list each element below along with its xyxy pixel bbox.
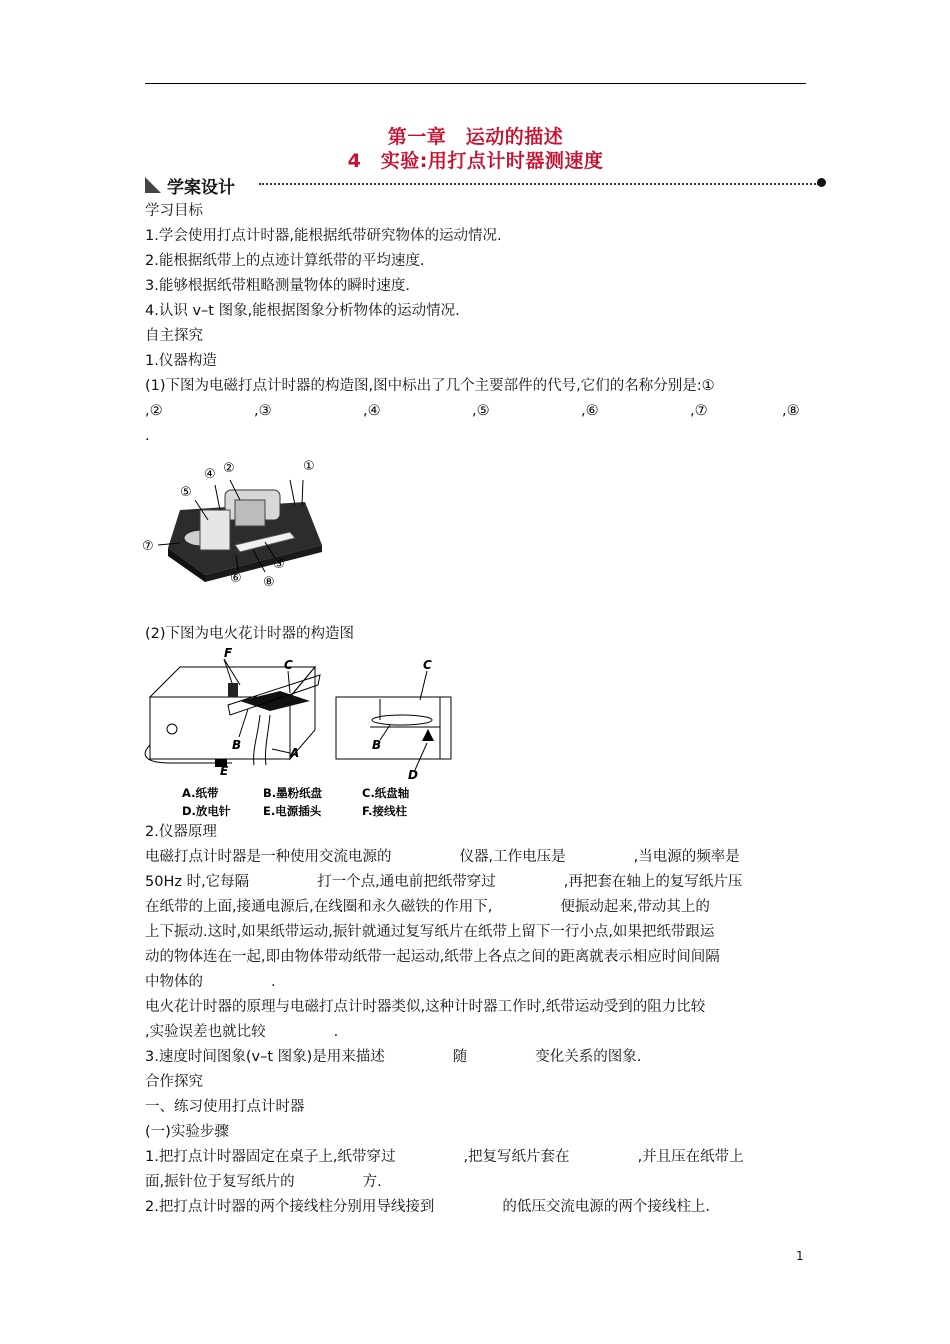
section-label: 学案设计 xyxy=(167,178,235,198)
section-end-dot-icon xyxy=(817,178,826,187)
blank-mark-4: ,④ xyxy=(363,403,381,419)
fig2-legend-F: F.接线柱 xyxy=(362,804,408,818)
blank-mark-3: ,③ xyxy=(254,403,272,419)
fig2-letter-F: F xyxy=(224,646,233,660)
blank-mark-8: ,⑧ xyxy=(782,403,800,419)
principle-text: 便振动起来,带动其上的 xyxy=(560,899,710,915)
section-dotted-rule xyxy=(259,183,819,186)
question-1-end: . xyxy=(145,428,150,444)
fig2-letter-A: A xyxy=(290,746,300,760)
step-text: 1.把打点计时器固定在桌子上,纸带穿过 xyxy=(145,1149,396,1165)
page-number: 1 xyxy=(796,1249,804,1263)
section-triangle-icon xyxy=(145,177,161,193)
fig2-letter-B: B xyxy=(232,738,242,752)
principle-line-6 xyxy=(145,972,276,992)
sub-heading-principle: 2.仪器原理 xyxy=(145,824,217,840)
step-text: 面,振针位于复写纸片的 xyxy=(145,1174,295,1190)
blank-mark-6: ,⑥ xyxy=(581,403,599,419)
principle-line-1 xyxy=(145,847,740,867)
lesson-title: 4 实验:用打点计时器测速度 xyxy=(347,150,604,172)
principle-text: 仪器,工作电压是 xyxy=(459,849,566,865)
principle-text: 50Hz 时,它每隔 xyxy=(145,874,250,890)
principle-line-3 xyxy=(145,897,710,917)
fig1-label-4: ④ xyxy=(204,467,216,482)
fig2-letter-E: E xyxy=(220,764,229,778)
goal-item: 1.学会使用打点计时器,能根据纸带研究物体的运动情况. xyxy=(145,228,502,244)
header-rule xyxy=(145,83,806,84)
principle-text: . xyxy=(333,1024,339,1040)
principle-text: 打一个点,通电前把纸带穿过 xyxy=(317,874,496,890)
step-text: 的低压交流电源的两个接线柱上. xyxy=(502,1199,710,1215)
fig1-label-1: ① xyxy=(303,459,315,474)
fig1-label-2: ② xyxy=(223,461,235,476)
goal-item: 3.能够根据纸带粗略测量物体的瞬时速度. xyxy=(145,278,410,294)
chapter-title: 第一章 运动的描述 xyxy=(387,126,564,148)
fig2-right-letter-D: D xyxy=(408,768,418,782)
principle-text: ,再把套在轴上的复写纸片压 xyxy=(563,874,743,890)
fig2-legend-E: E.电源插头 xyxy=(263,804,322,818)
step-text: ,把复写纸片套在 xyxy=(463,1149,570,1165)
blank-mark-7: ,⑦ xyxy=(690,403,708,419)
principle-text: ,实验误差也就比较 xyxy=(145,1024,266,1040)
fig1-label-5: ⑤ xyxy=(180,485,192,500)
fig2-right-letter-C: C xyxy=(423,658,432,672)
section-header xyxy=(145,173,825,198)
cooperate-heading: 合作探究 xyxy=(145,1074,203,1090)
principle-text: ,当电源的频率是 xyxy=(633,849,740,865)
vt-text: 随 xyxy=(452,1049,468,1065)
part-1-heading: 一、练习使用打点计时器 xyxy=(145,1099,305,1115)
fig2-legend-B: B.墨粉纸盘 xyxy=(263,786,323,800)
fig2-letter-C: C xyxy=(284,658,293,672)
principle-line-5: 动的物体连在一起,即由物体带动纸带一起运动,纸带上各点之间的距离就表示相应时间间隔 xyxy=(145,949,720,965)
fig2-legend-C: C.纸盘轴 xyxy=(362,786,410,800)
goal-item: 2.能根据纸带上的点迹计算纸带的平均速度. xyxy=(145,253,425,269)
fig2-right-letter-B: B xyxy=(372,738,382,752)
question-1-text: (1)下图为电磁打点计时器的构造图,图中标出了几个主要部件的代号,它们的名称分别是:① xyxy=(145,378,715,394)
principle-text: 电磁打点计时器是一种使用交流电源的 xyxy=(145,849,392,865)
goal-item: 4.认识 v–t 图象,能根据图象分析物体的运动情况. xyxy=(145,303,460,319)
blank-mark-5: ,⑤ xyxy=(472,403,490,419)
vt-text: 变化关系的图象. xyxy=(535,1049,642,1065)
spark-timer-figure xyxy=(140,645,470,820)
sub-heading-structure: 1.仪器构造 xyxy=(145,353,217,369)
step-1-line-2 xyxy=(145,1172,382,1192)
fig1-label-3: ③ xyxy=(273,557,285,572)
vt-graph-line xyxy=(145,1047,641,1067)
electromagnetic-timer-figure xyxy=(140,450,330,590)
step-1-line-1 xyxy=(145,1147,744,1167)
spark-principle-line-2 xyxy=(145,1022,338,1042)
fig2-legend-D: D.放电针 xyxy=(182,804,231,818)
step-text: ,并且压在纸带上 xyxy=(637,1149,744,1165)
principle-line-4: 上下振动.这时,如果纸带运动,振针就通过复写纸片在纸带上留下一行小点,如果把纸带跟运 xyxy=(145,924,715,940)
step-text: 2.把打点计时器的两个接线柱分别用导线接到 xyxy=(145,1199,435,1215)
fig1-label-6: ⑥ xyxy=(230,571,242,586)
principle-text: 中物体的 xyxy=(145,974,203,990)
step-2-line xyxy=(145,1197,710,1217)
principle-text: . xyxy=(271,974,276,990)
fig1-label-7: ⑦ xyxy=(142,539,154,554)
blank-mark-2: ,② xyxy=(145,403,163,419)
principle-text: 在纸带的上面,接通电源后,在线圈和永久磁铁的作用下, xyxy=(145,899,493,915)
self-study-heading: 自主探究 xyxy=(145,328,203,344)
principle-line-2 xyxy=(145,872,742,892)
fig2-legend-A: A.纸带 xyxy=(182,786,219,800)
question-2-text: (2)下图为电火花计时器的构造图 xyxy=(145,626,355,642)
steps-heading: (一)实验步骤 xyxy=(145,1124,229,1140)
step-text: 方. xyxy=(362,1174,382,1190)
spark-principle-line-1: 电火花计时器的原理与电磁打点计时器类似,这种计时器工作时,纸带运动受到的阻力比较 xyxy=(145,999,706,1015)
fig1-label-8: ⑧ xyxy=(263,575,275,590)
goals-heading: 学习目标 xyxy=(145,203,203,219)
vt-text: 3.速度时间图象(v–t 图象)是用来描述 xyxy=(145,1049,385,1065)
